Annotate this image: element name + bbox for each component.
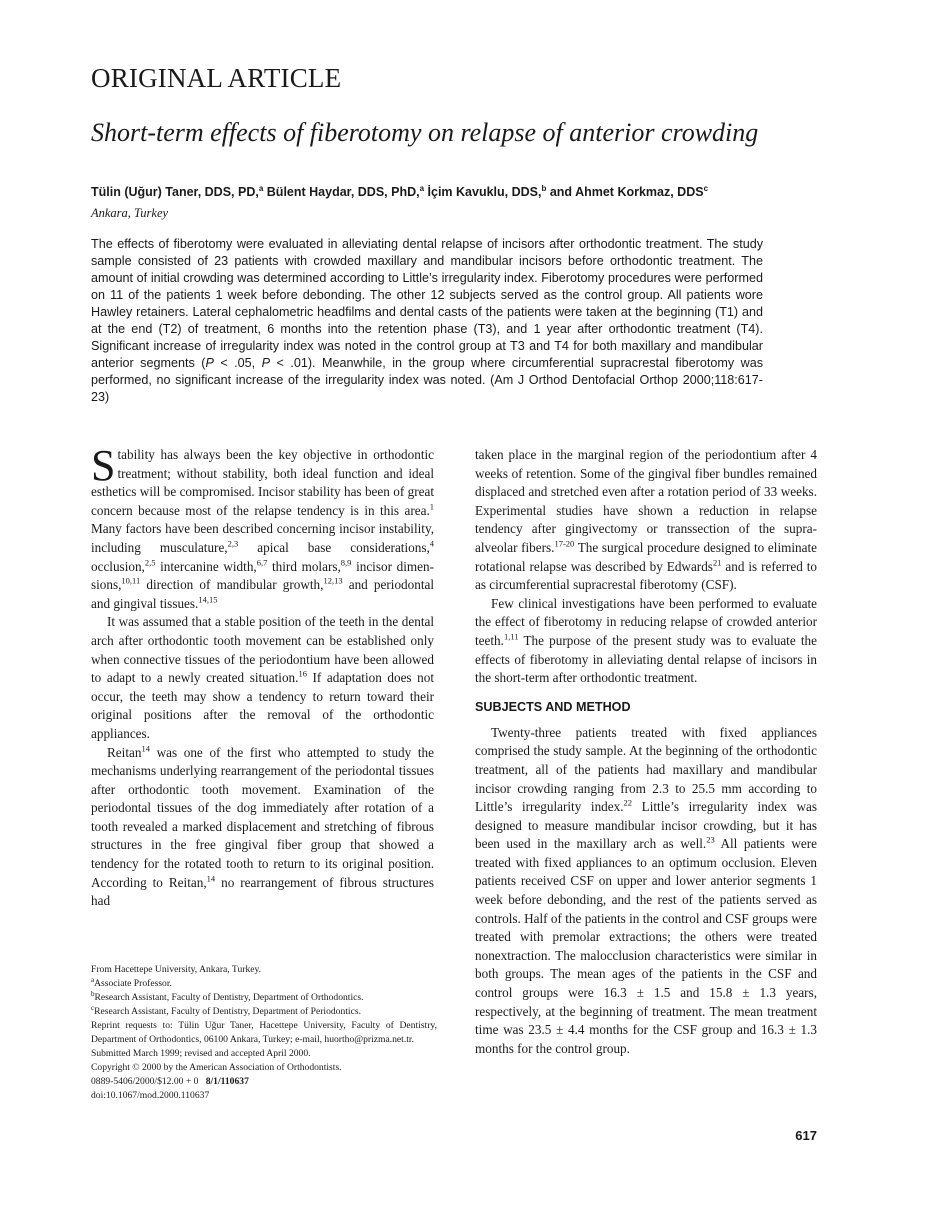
footnote-c: $^c$Research Assistant, Faculty of Dentistry, Department of Periodontics.	[91, 1003, 361, 1017]
citation-ref: 2,5	[144, 557, 156, 568]
abstract-p-symbol: P	[205, 356, 214, 371]
author-affiliation-mark: b	[541, 183, 547, 193]
body-paragraph: Stability has always been the key objective in orthodontic treatment; without stability, both ideal function and ideal esthetics will be compromised. Incisor stability has been of great concern because most of the relapse tendency is in this area.$^1$ Many factors have been described concerning incisor instability, including musculature,$^{2,3}$ apical base considerations,$^4$ occlusion,$^{2,5}$ intercanine width,$^{6,7}$ third molars,$^{8,9}$ incisor dimensions,$^{10,11}$ direction of mandibular growth,$^{12,13}$ and periodontal and gingival tissues.$^{14,15}$	[91, 441, 434, 611]
footnote-doi: doi:10.1067/mod.2000.110637	[91, 1090, 210, 1101]
citation-ref: 10,11	[121, 575, 141, 586]
citation-ref: 8,9	[340, 557, 352, 568]
citation-ref: 14,15	[198, 594, 218, 605]
citation-ref: 14	[206, 873, 216, 884]
author-location: Ankara, Turkey	[91, 206, 169, 220]
citation-ref: 6,7	[256, 557, 268, 568]
section-heading: SUBJECTS AND METHOD	[475, 699, 631, 714]
article-title: Short-term effects of fiberotomy on relapse of anterior crowding	[91, 118, 759, 147]
citation-ref: 17-20	[554, 538, 575, 549]
author-affiliation-mark: c	[703, 183, 709, 193]
footnote-issn: 0889-5406/2000/$12.00 + 0 8/1/110637	[91, 1076, 249, 1087]
page-number: 617	[795, 1128, 817, 1143]
citation-ref: 14	[141, 743, 150, 754]
abstract	[91, 236, 763, 406]
footnotes	[91, 963, 437, 1103]
abstract-text: The effects of fiberotomy were evaluated in alleviating dental relapse of incisors after orthodontic treatment. The study sample consisted of 23 patients with crowded maxillary and mandibular incisors before orthodontic treatment. The amount of initial crowding was determined according to Little’s irregularity index. Fiberotomy procedures were performed on 11 of the patients 1 week before debonding. The other 12 subjects served as the control group. All patients wore Hawley retainers. Lateral cephalometric headfilms and dental casts of the patients were taken at the beginning (T1) and at the end (T2) of treatment, 6 months into the retention phase (T3), and 1 year after orthodontic treatment (T4). Significant increase of irregularity index was noted in the control group at T3 and T4 for both maxillary and mandibular anterior segments (	[91, 237, 763, 371]
author-name: Ahmet Korkmaz, DDS	[575, 185, 704, 199]
citation-ref: 1	[429, 501, 434, 512]
citation-ref: 4	[429, 538, 434, 549]
body-paragraph: Reitan$^{14}$ was one of the first who attempted to study the mechanisms underlying rearrangement of the periodontal tissues after orthodontic tooth movement. Examination of the periodontal tissues of the dog immediately after rotation of a tooth revealed a marked displacement and stretching of fibrous structures in the free gingival fiber group that showed a tendency for the rotated tooth to return to its original position. According to Reitan,$^{14}$ no rearrangement of fibrous structures had	[91, 743, 435, 909]
body-column-right	[475, 446, 817, 1058]
drop-cap: S	[91, 441, 116, 490]
footnote-submitted: Submitted March 1999; revised and accepted April 2000.	[91, 1048, 311, 1059]
citation-ref: 22	[623, 797, 633, 808]
author-name: Tülin (Uğur) Taner, DDS, PD,	[91, 185, 259, 199]
citation-ref: 21	[712, 557, 722, 568]
footnote-mark: c	[91, 1003, 95, 1012]
body-paragraph: Twenty-three patients treated with fixed appliances comprised the study sample. At the beginning of the orthodontic treatment, all of the patients had maxillary and mandibular incisor crowding ranging from 2.3 to 25.5 mm according to Little’s irregularity index.$^{22}$ Little’s irregularity index was designed to measure mandibular incisor crowding, but it has been used in the maxillary arch as well.$^{23}$ All patients were treated with fixed appliances to an optimum occlusion. Eleven patients received CSF on upper and lower anterior segments 1 week before debonding, and the rest of the patients served as controls. Half of the patients in the control and CSF groups were treated with premolar extractions; the others were treated nonextraction. The malocclusion characteristics were similar in both groups. The mean ages of the patients in the CSF and control groups were 16.3 ± 1.5 and 15.8 ± 1.3 years, respectively, at the beginning of treatment. The mean treatment time was 23.5 ± 4.4 months for the CSF group and 16.3 ± 1.3 months for the control group.	[475, 724, 818, 1056]
citation-ref: 12,13	[323, 575, 343, 586]
footnote-copyright: Copyright © 2000 by the American Association of Orthodontists.	[91, 1062, 342, 1073]
author-name: İçim Kavuklu, DDS,	[427, 185, 542, 199]
author-list	[91, 184, 871, 200]
author-affiliation-mark: a	[258, 183, 264, 193]
citation-ref: 16	[298, 668, 307, 679]
abstract-p-symbol: P	[261, 356, 271, 371]
footnote-b: $^b$Research Assistant, Faculty of Dentistry, Department of Orthodontics.	[91, 989, 364, 1003]
citation-ref: 23	[706, 834, 715, 845]
author-affiliation-mark: a	[419, 183, 425, 193]
author-join: and	[546, 185, 576, 199]
body-column-left	[91, 441, 435, 911]
author-name: Bülent Haydar, DDS, PhD,	[266, 185, 420, 199]
footnote-institution: From Hacettepe University, Ankara, Turkey.	[91, 964, 262, 975]
citation-ref: 1,11	[503, 631, 519, 642]
footnote-reprint: Reprint requests to: Tülin Uğur Taner, Hacettepe University, Faculty of Dentistry, Department of Orthodontics, 06100 Ankara, Turkey; e-mail, huortho@​prizma.net.tr.	[91, 1020, 437, 1045]
footnote-mark: a	[91, 975, 95, 984]
citation-ref: 2,3	[227, 538, 239, 549]
abstract-text: < .05,	[213, 356, 262, 371]
footnote-mark: b	[91, 989, 95, 998]
body-paragraph: taken place in the marginal region of the periodontium after 4 weeks of retention. Some of the gingival fiber bundles remained displaced and stretched even after a rotation period of 33 weeks. Experimental studies have shown a reduction in relapse tendency after gingivectomy or transsection of the supra-alveolar fibers.$^{17-20}$ The surgical procedure designed to eliminate rotational relapse was described by Edwards$^{21}$ and is referred to as circumferential supracrestal fiberotomy (CSF).	[475, 447, 817, 593]
footnote-a: $^a$Associate Professor.	[91, 975, 172, 989]
body-paragraph: Few clinical investigations have been performed to evaluate the effect of fiberotomy in reducing relapse of crowded anterior teeth.$^{1,11}$ The purpose of the present study was to evaluate the effects of fiberotomy in alleviating dental relapse of incisors in the short-term after orthodontic treatment.	[475, 595, 817, 686]
body-paragraph: It was assumed that a stable position of the teeth in the dental arch after orthodontic tooth movement can be established only when connective tissues of the periodontium have been allowed to adapt to a newly created situation.$^{16}$ If adaptation does not occur, the teeth may show a tendency to return toward their original positions after the removal of the orthodontic appliances.	[91, 614, 435, 741]
abstract-text: < .01). Meanwhile, in the group where circumferential supracrestal fiberotomy was performed, no significant increase of the irregularity index was noted. (Am J Orthod Dentofacial Orthop 2000;118:617-23)	[91, 356, 763, 405]
section-label: ORIGINAL ARTICLE	[91, 63, 342, 93]
